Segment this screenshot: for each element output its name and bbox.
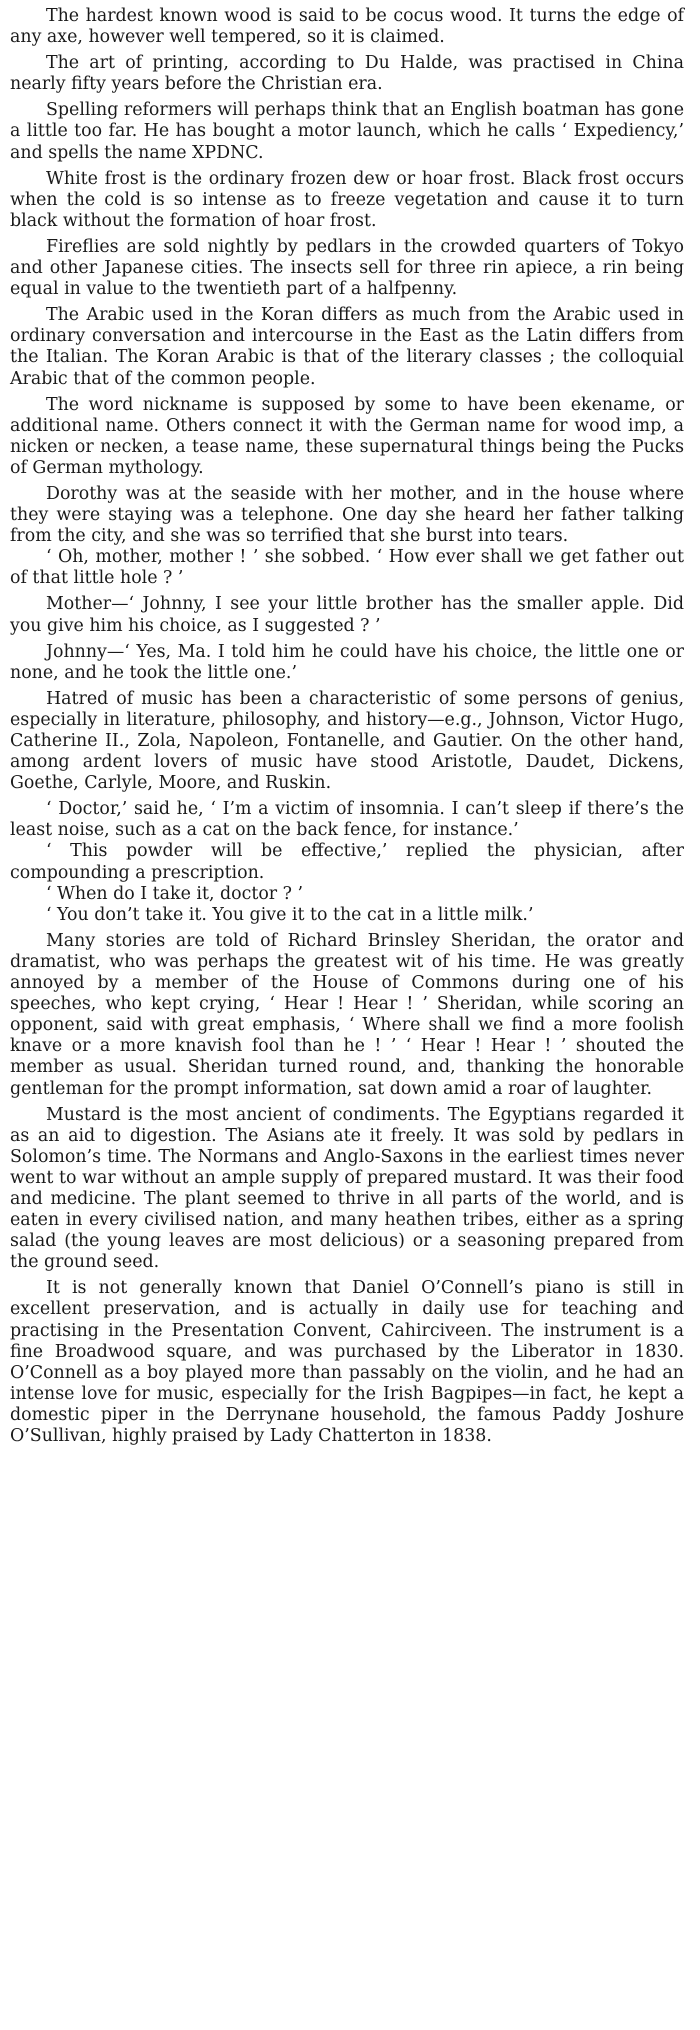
paragraph-fireflies: Fireflies are sold nightly by pedlars in the crowded quarters of Tokyo and other Japanese cities. The insects sell for three rin apiece, a rin being equal in value to the twentieth part of a halfpenny. bbox=[10, 236, 684, 300]
paragraph-printing-china: The art of printing, according to Du Halde, was practised in China nearly fifty years before the Christian era. bbox=[10, 53, 684, 95]
paragraph-cocus-wood: The hardest known wood is said to be cocus wood. It turns the edge of any axe, however well tempered, so it is claimed. bbox=[10, 6, 684, 48]
paragraph-johnny-reply: Johnny—‘ Yes, Ma. I told him he could have his choice, the little one or none, and he took the little one.’ bbox=[10, 641, 684, 683]
paragraph-when-take: ‘ When do I take it, doctor ? ’ bbox=[46, 883, 304, 904]
paragraph-koran-arabic: The Arabic used in the Koran differs as much from the Arabic used in ordinary conversation and intercourse in the East as the Latin differs from the Italian. The Koran Arabic is that of the literary classes ; the colloquial Arabic that of the common people. bbox=[10, 305, 684, 389]
paragraph-mustard: Mustard is the most ancient of condiments. The Egyptians regarded it as an aid to digestion. The Asians ate it freely. It was sold by pedlars in Solomon’s time. The Normans and Anglo-Saxons in the earliest times never went to war without an ample supply of prepared mustard. It was their food and medicine. The plant seemed to thrive in all parts of the world, and is eaten in every civilised nation, and many heathen tribes, either as a spring salad (the young leaves are most delicious) or a seasoning prepared from the ground seed. bbox=[10, 1104, 684, 1273]
paragraph-cat-milk: ‘ You don’t take it. You give it to the cat in a little milk.’ bbox=[46, 904, 534, 925]
paragraph-nickname: The word nickname is supposed by some to have been ekename, or additional name. Others connect it with the German name for wood imp, a nicken or necken, a tease name, these supernatural things being the Pucks of German mythology. bbox=[10, 394, 684, 478]
paragraph-dorothy-telephone: Dorothy was at the seaside with her mother, and in the house where they were staying was a telephone. One day she heard her father talking from the city, and she was so terrified that she burst into tears. bbox=[10, 483, 684, 547]
paragraph-insomnia: ‘ Doctor,’ said he, ‘ I’m a victim of insomnia. I can’t sleep if there’s the least noise, such as a cat on the back fence, for instance.’ bbox=[10, 799, 684, 841]
paragraph-sheridan: Many stories are told of Richard Brinsley Sheridan, the orator and dramatist, who was perhaps the greatest wit of his time. He was greatly annoyed by a member of the House of Commons during one of his speeches, who kept crying, ‘ Hear ! Hear ! ’ Sheridan, while scoring an opponent, said with great emphasis, ‘ Where shall we find a more foolish knave or a more knavish fool than he ! ’ ‘ Hear ! Hear ! ’ shouted the member as usual. Sheridan turned round, and, thanking the honorable gentleman for the prompt information, sat down amid a roar of laughter. bbox=[10, 930, 684, 1099]
paragraph-hatred-of-music: Hatred of music has been a characteristic of some persons of genius, especially in literature, philosophy, and history—e.g., Johnson, Victor Hugo, Catherine II., Zola, Napoleon, Fontanelle, and Gautier. On the other hand, among ardent lovers of music have stood Aristotle, Daudet, Dickens, Goethe, Carlyle, Moore, and Ruskin. bbox=[10, 688, 684, 794]
paragraph-oconnell-piano: It is not generally known that Daniel O’Connell’s piano is still in excellent preservation, and is actually in daily use for teaching and practising in the Presentation Convent, Cahirciveen. The instrument is a fine Broadwood square, and was purchased by the Liberator in 1830. O’Connell as a boy played more than passably on the violin, and he had an intense love for music, especially for the Irish Bagpipes—in fact, he kept a domestic piper in the Derrynane household, the famous Paddy Joshure O’Sullivan, highly praised by Lady Chatterton in 1838. bbox=[10, 1278, 684, 1446]
paragraph-spelling-reformers: Spelling reformers will perhaps think that an English boatman has gone a little too far. He has bought a motor launch, which he calls ‘ Expediency,’ and spells the name XPDNC. bbox=[10, 100, 684, 163]
paragraph-white-frost: White frost is the ordinary frozen dew or hoar frost. Black frost occurs when the cold is so intense as to freeze vegetation and cause it to turn black without the formation of hoar frost. bbox=[10, 168, 684, 231]
paragraph-powder: ‘ This powder will be effective,’ replied the physician, after compounding a prescription. bbox=[10, 841, 684, 883]
paragraph-dorothy-quote: ‘ Oh, mother, mother ! ’ she sobbed. ‘ How ever shall we get father out of that little hole ? ’ bbox=[10, 547, 684, 589]
paragraph-mother-apple: Mother—‘ Johnny, I see your little brother has the smaller apple. Did you give him his choice, as I suggested ? ’ bbox=[10, 594, 684, 636]
